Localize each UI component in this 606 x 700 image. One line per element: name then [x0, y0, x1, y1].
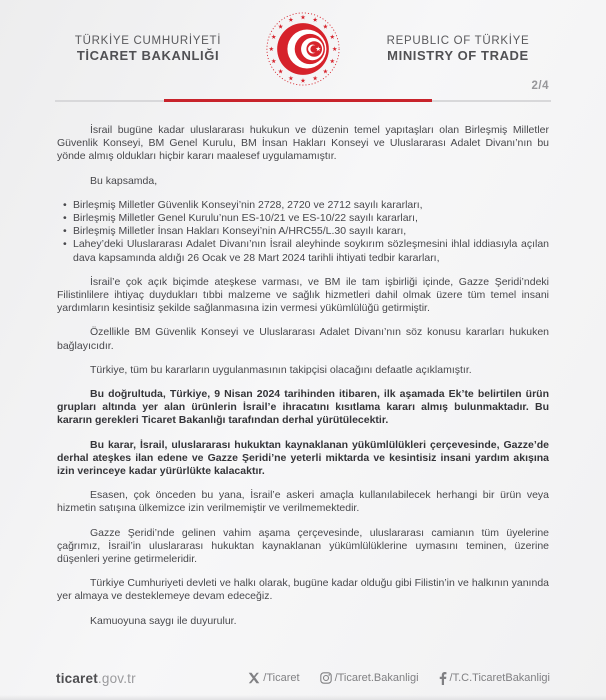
instagram-icon — [320, 672, 332, 684]
decision-paragraph: Bu doğrultuda, Türkiye, 9 Nisan 2024 tarihinden itibaren, ilk aşamada Ek’te belirtilen ürün grupları altında yer alan ürünlerin İsrail’e ihracatını kısıtlama kararı almış bulunmaktadır. Bu kararın gerekleri Ticaret Bakanlığı tarafından derhal yürütülecektir. — [57, 388, 549, 427]
facebook-social-link[interactable] — [439, 672, 550, 685]
body-paragraph: Türkiye Cumhuriyeti devleti ve halkı olarak, bugüne kadar olduğu gibi Filistin’in ve halkının yanında yer almaya ve desteklemeye devam edeceğiz. — [57, 577, 549, 603]
ministry-title-turkish — [48, 34, 248, 65]
body-paragraph: Özellikle BM Güvenlik Konseyi ve Uluslararası Adalet Divanı’nın söz konusu kararları hukuken bağlayıcıdır. — [57, 326, 549, 352]
footer — [0, 656, 606, 700]
header-divider — [55, 99, 551, 102]
ministry-title-tr-line1: TÜRKİYE CUMHURİYETİ — [74, 34, 222, 47]
facebook-handle: /T.C.TicaretBakanligi — [449, 672, 550, 684]
list-item: • Birleşmiş Milletler Genel Kurulu’nun ES-10/21 ve ES-10/22 sayılı kararları, — [63, 212, 549, 225]
resolution-list — [57, 199, 549, 265]
website-link[interactable] — [56, 671, 136, 686]
body-paragraph: Gazze Şeridi’nde gelinen vahim aşama çerçevesinde, uluslararası camianın tüm üyelerine çağrımız, İsrail’in uluslararası hukuktan kaynaklanan yükümlülüklerine uymasını teminen, üzerine düşenleri yerine getirmeleridir. — [57, 526, 549, 566]
body-paragraph: Bu kapsamda, — [90, 174, 158, 187]
website-link-bold: ticaret — [56, 670, 98, 686]
ministry-of-trade-emblem-icon — [264, 10, 342, 88]
header — [0, 10, 606, 88]
list-item: • Birleşmiş Milletler İnsan Hakları Konseyi’nin A/HRC55/L.30 sayılı kararı, — [63, 225, 549, 238]
x-social-link[interactable] — [248, 672, 299, 684]
divider-red-accent — [164, 99, 432, 102]
x-icon — [248, 672, 260, 684]
page-number: 2/4 — [531, 80, 549, 92]
body-paragraph: İsrail’e çok açık biçimde ateşkese varması, ve BM ile tam işbirliği içinde, Gazze Şeridi’ndeki Filistinlilere ihtiyaç duydukları tıbbi malzeme ve sağlık hizmetleri dahil olmak üzere tüm temel insani yardımların kesintisiz şekilde sağlanmasına izin vermesi yükümlülüğü getirmiştir. — [57, 275, 549, 315]
decision-paragraph: Bu karar, İsrail, uluslararası hukuktan kaynaklanan yükümlülükleri çerçevesinde, Gazze’de derhal ateşkes ilan edene ve Gazze Şeridi’ne yeterli miktarda ve kesintisiz insani yardım akışına izin verinceye kadar yürürlükte kalacaktır. — [57, 438, 549, 478]
closing-paragraph: Kamuoyuna saygı ile duyurulur. — [90, 614, 237, 627]
social-links — [248, 672, 550, 685]
ministry-title-en-line1: REPUBLIC OF TÜRKİYE — [386, 34, 530, 47]
list-item: • Birleşmiş Milletler Güvenlik Konseyi’nin 2728, 2720 ve 2712 sayılı kararları, — [63, 199, 549, 212]
instagram-handle: /Ticaret.Bakanligi — [334, 672, 419, 684]
facebook-icon — [439, 672, 447, 685]
body-paragraph: Esasen, çok önceden bu yana, İsrail’e askeri amaçla kullanılabilecek herhangi bir ürün veya hizmetin satışına ülkemizce izin verilmemiştir ve verilmemektedir. — [57, 489, 549, 515]
list-item: • Lahey’deki Uluslararası Adalet Divanı’nın İsrail aleyhinde soykırım sözleşmesini ihlal iddiasıyla açılan dava kapsamında aldığı 26 Ocak ve 28 Mart 2024 tarihli ihtiyati tedbir kararları, — [63, 238, 549, 264]
document-body — [57, 124, 549, 639]
website-link-rest: .gov.tr — [97, 670, 136, 686]
x-handle: /Ticaret — [263, 672, 300, 684]
ministry-title-en-line2: MINISTRY OF TRADE — [387, 48, 529, 64]
body-paragraph: Türkiye, tüm bu kararların uygulanmasının takipçisi olacağını defaatle açıklamıştır. — [90, 363, 472, 376]
ministry-title-english — [358, 34, 558, 65]
body-paragraph: İsrail bugüne kadar uluslararası hukukun ve düzenin temel yapıtaşları olan Birleşmiş Milletler Güvenlik Konseyi, BM Genel Kurulu, BM İnsan Hakları Konseyi ve Uluslararası Adalet Divanı’nın bu yönde almış oldukları hiçbir kararı maalesef uygulamamıştır. — [57, 124, 549, 163]
instagram-social-link[interactable] — [320, 672, 419, 684]
ministry-title-tr-line2: TİCARET BAKANLIĞI — [76, 48, 220, 64]
